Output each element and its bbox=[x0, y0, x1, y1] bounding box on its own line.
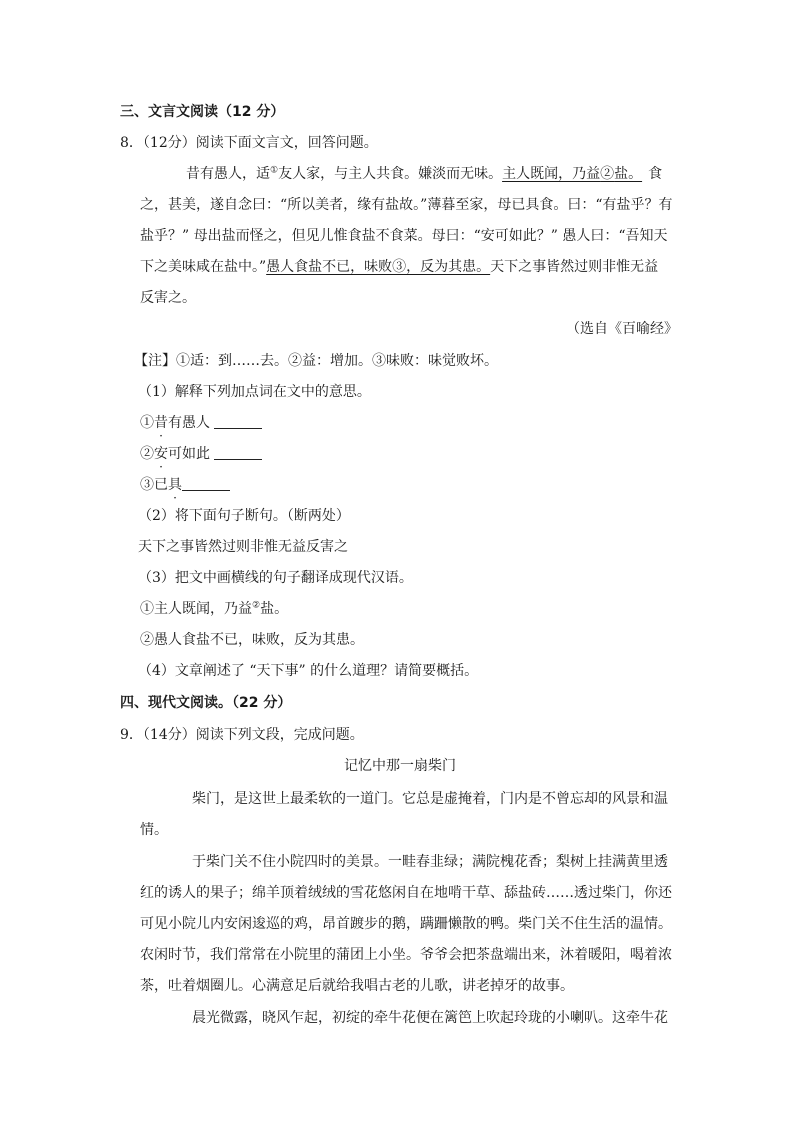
underlined-sentence: 愚人食盐不已，味败③，反为其患。 bbox=[266, 259, 491, 275]
passage-text: 下之美味咸在盐中。” bbox=[140, 259, 267, 275]
answer-item bbox=[140, 414, 262, 432]
item-number: ② bbox=[140, 446, 154, 462]
answer-item bbox=[140, 476, 230, 494]
passage-line bbox=[140, 258, 658, 276]
section-heading: 四、现代文阅读。（22 分） bbox=[120, 695, 292, 711]
passage-text: 友人家，与主人共食。嫌淡而无味。 bbox=[278, 166, 503, 182]
passage-text: 昔有愚人，适 bbox=[186, 166, 270, 182]
footnote-marker: ② bbox=[252, 600, 261, 611]
footnote-marker: ① bbox=[270, 165, 279, 176]
source-citation: （选自《百喻经》 bbox=[566, 321, 678, 337]
underlined-text: 盐。 bbox=[614, 166, 643, 182]
answer-blank[interactable] bbox=[182, 476, 230, 491]
article-line: 于柴门关不住小院四时的美景。一畦春韭绿；满院槐花香；梨树上挂满黄里透 bbox=[192, 854, 668, 870]
underlined-sentence bbox=[502, 166, 642, 182]
sub-question: （2）将下面句子断句。（断两处） bbox=[138, 508, 350, 524]
item-text: 可如此 bbox=[168, 446, 210, 462]
answer-blank[interactable] bbox=[214, 414, 262, 429]
dotted-word: 安 bbox=[154, 446, 168, 462]
article-line: 情。 bbox=[140, 822, 168, 838]
item-number: ① bbox=[140, 415, 154, 431]
article-line: 柴门，是这世上最柔软的一道门。它总是虚掩着，门内是不曾忘却的风景和温 bbox=[192, 791, 668, 807]
footnote-marker: ② bbox=[600, 166, 615, 182]
article-title: 记忆中那一扇柴门 bbox=[344, 758, 456, 774]
passage-line: 反害之。 bbox=[140, 290, 196, 306]
dotted-word: 具 bbox=[168, 477, 182, 493]
passage-line bbox=[186, 165, 662, 183]
article-line: 红的诱人的果子；绵羊顶着绒绒的雪花悠闲自在地啃干草、舔盐砖……透过柴门，你还 bbox=[140, 885, 672, 901]
sub-question: （3）把文中画横线的句子翻译成现代汉语。 bbox=[138, 570, 413, 586]
answer-item bbox=[140, 445, 262, 463]
sub-question: （4）文章阐述了 “天下事” 的什么道理？请简要概括。 bbox=[138, 663, 479, 679]
article-line: 晨光微露，晓风乍起，初绽的牵牛花便在篱笆上吹起玲珑的小喇叭。这牵牛花 bbox=[192, 1010, 668, 1026]
passage-line: 之，甚美，遂自念曰：“所以美者，缘有盐故。”薄暮至家，母已具食。曰：“有盐乎？有 bbox=[140, 197, 673, 213]
sub-question: （1）解释下列加点词在文中的意思。 bbox=[138, 384, 371, 400]
item-text: 有愚人 bbox=[168, 415, 210, 431]
item-text: ①主人既闻，乃益 bbox=[140, 601, 252, 617]
translation-item: ②愚人食盐不已，味败，反为其患。 bbox=[140, 632, 364, 648]
annotation-notes: 【注】①适：到……去。②益：增加。③味败：味觉败坏。 bbox=[134, 353, 498, 369]
underlined-text: 主人既闻，乃益 bbox=[502, 166, 601, 182]
sentence-to-punctuate: 天下之事皆然过则非惟无益反害之 bbox=[138, 539, 348, 555]
question-header: 8．（12分）阅读下面文言文，回答问题。 bbox=[120, 135, 378, 151]
answer-blank[interactable] bbox=[214, 445, 262, 460]
article-line: 茶，吐着烟圈儿。心满意足后就给我唱古老的儿歌，讲老掉牙的故事。 bbox=[140, 978, 574, 994]
item-number: ③已 bbox=[140, 477, 168, 493]
passage-line: 盐乎？” 母出盐而怪之，但见儿惟食盐不食菜。母曰：“安可如此？” 愚人曰：“吾知天 bbox=[140, 228, 668, 244]
item-text: 盐。 bbox=[260, 601, 289, 617]
article-line: 可见小院儿内安闲逡巡的鸡，昂首踱步的鹅，蹒跚懒散的鸭。柴门关不住生活的温情。 bbox=[140, 916, 672, 932]
article-line: 农闲时节，我们常常在小院里的蒲团上小坐。爷爷会把茶盘端出来，沐着暖阳，喝着浓 bbox=[140, 947, 672, 963]
dotted-word: 昔 bbox=[154, 415, 168, 431]
translation-item bbox=[140, 600, 288, 618]
passage-text: 天下之事皆然过则非惟无益 bbox=[490, 259, 659, 275]
question-header: 9．（14分）阅读下列文段，完成问题。 bbox=[120, 727, 364, 743]
passage-text: 食 bbox=[648, 166, 663, 182]
section-heading: 三、文言文阅读（12 分） bbox=[120, 104, 285, 120]
